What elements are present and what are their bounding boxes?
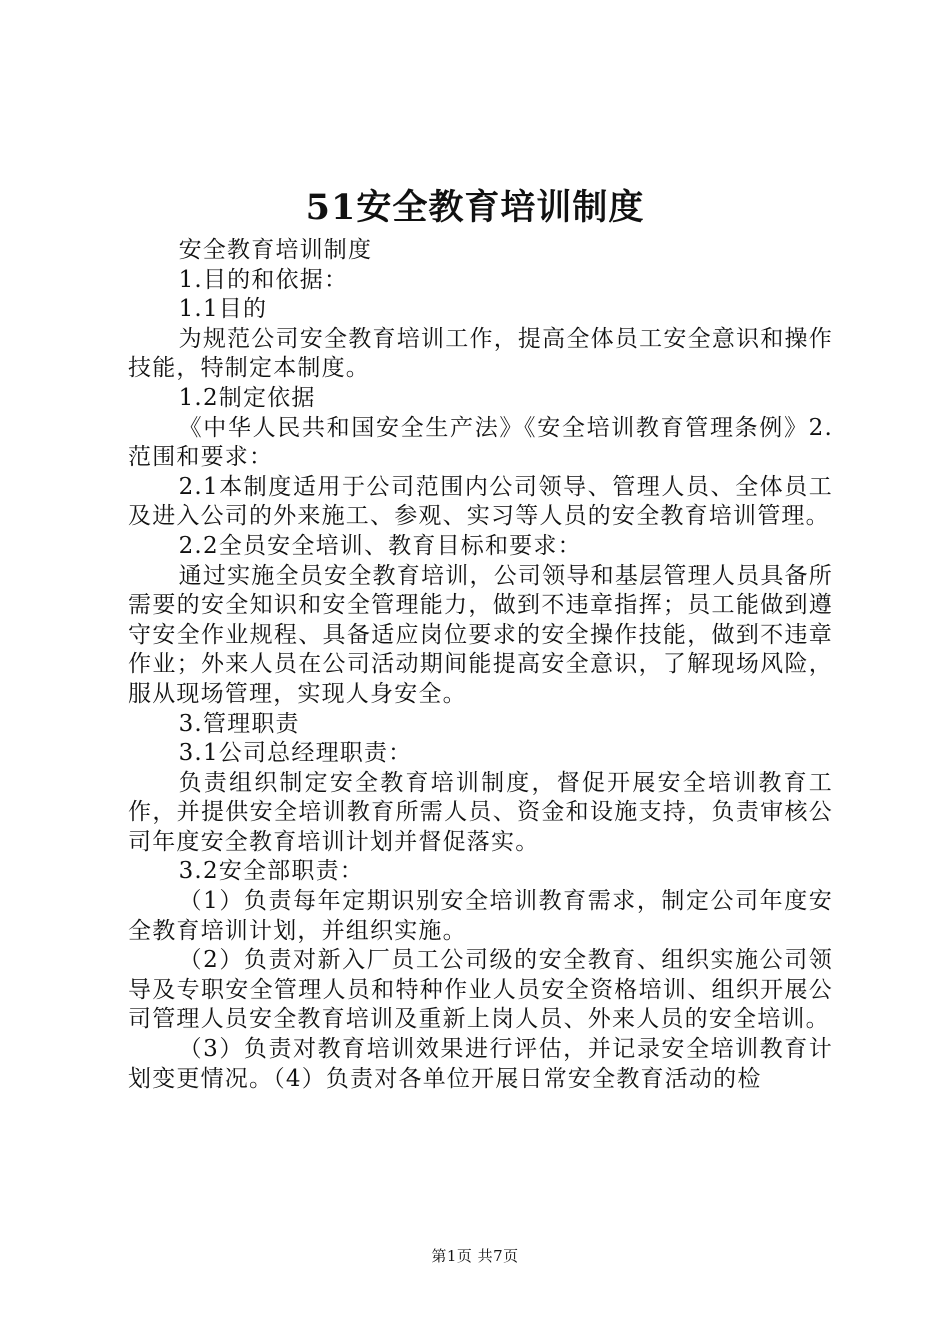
list-item-1: （1）负责每年定期识别安全培训教育需求，制定公司年度安全教育培训计划，并组织实施。	[128, 888, 833, 944]
list-item-2: （2）负责对新入厂员工公司级的安全教育、组织实施公司领导及专职安全管理人员和特种作业人员安全资格培训、组织开展公司管理人员安全教育培训及重新上岗人员、外来人员的安全培训。	[128, 947, 833, 1033]
page-footer: 第1页 共7页	[431, 1247, 519, 1265]
document-body	[128, 236, 833, 1094]
section-heading-3-1: 3.1公司总经理职责：	[178, 740, 413, 767]
paragraph-goals: 通过实施全员安全教育培训，公司领导和基层管理人员具备所需要的安全知识和安全管理能力，做到不违章指挥；员工能做到遵守安全作业规程、具备适应岗位要求的安全操作技能，做到不违章作业；外来人员在公司活动期间能提高安全意识，了解现场风险，服从现场管理，实现人身安全。	[128, 562, 833, 707]
paragraph-gm-duties: 负责组织制定安全教育培训制度，督促开展安全培训教育工作，并提供安全培训教育所需人员、资金和设施支持，负责审核公司年度安全教育培训计划并督促落实。	[128, 769, 833, 855]
section-heading-2-2: 2.2全员安全培训、教育目标和要求：	[178, 532, 582, 559]
paragraph-scope: 2.1本制度适用于公司范围内公司领导、管理人员、全体员工及进入公司的外来施工、参观、实习等人员的安全教育培训管理。	[128, 473, 833, 530]
paragraph-purpose: 为规范公司安全教育培训工作，提高全体员工安全意识和操作技能，特制定本制度。	[128, 325, 833, 382]
section-heading-1: 1.目的和依据：	[178, 266, 349, 293]
list-item-3-4: （3）负责对教育培训效果进行评估，并记录安全培训教育计划变更情况。（4）负责对各单位开展日常安全教育活动的检	[128, 1036, 833, 1092]
section-heading-1-1: 1.1目的	[178, 296, 268, 323]
section-heading-3: 3.管理职责	[178, 710, 300, 737]
section-heading-1-2: 1.2制定依据	[178, 384, 316, 411]
paragraph-basis: 《中华人民共和国安全生产法》《安全培训教育管理条例》2.范围和要求：	[128, 414, 833, 471]
document-title: 51安全教育培训制度	[305, 187, 645, 228]
paragraph-subtitle: 安全教育培训制度	[178, 237, 373, 263]
section-heading-3-2: 3.2安全部职责：	[178, 858, 364, 885]
